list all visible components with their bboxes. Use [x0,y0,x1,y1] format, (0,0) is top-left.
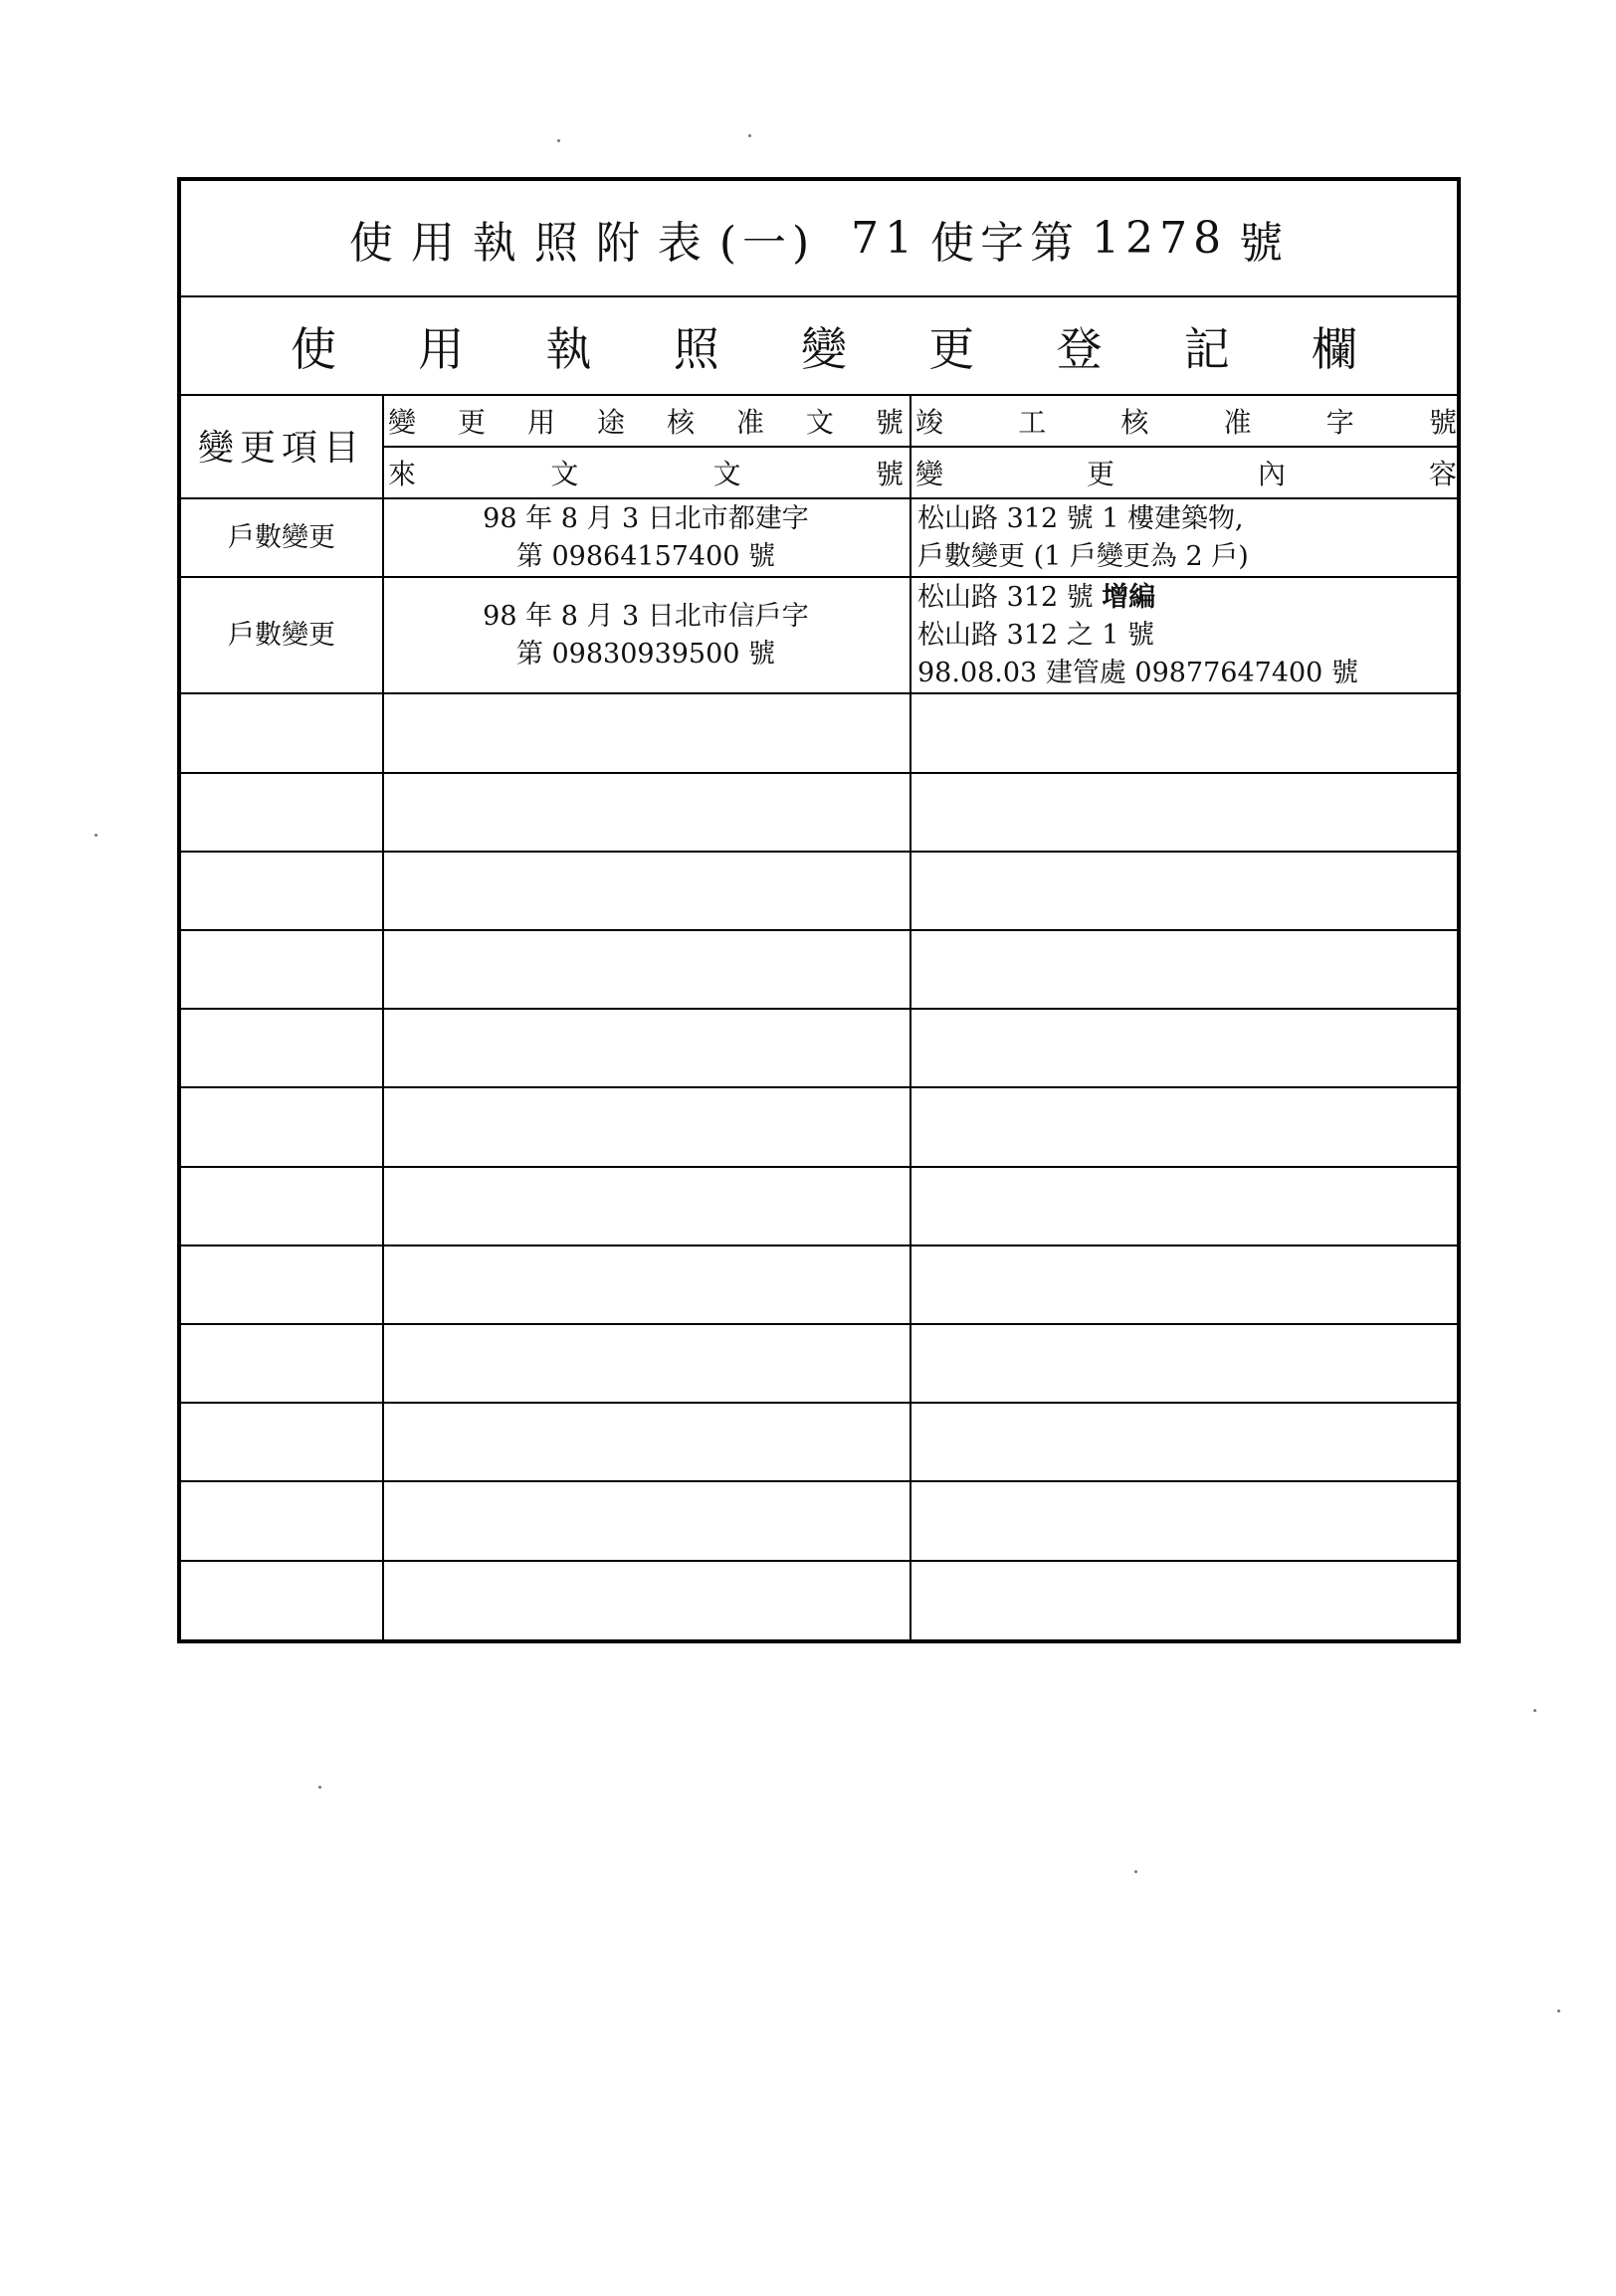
row2-doc: 98 年 8 月 3 日北市信戶字 第 09830939500 號 [483,600,809,670]
row2-content: 松山路 312 號 增編 松山路 312 之 1 號 98.08.03 建管處 09877647400 號 [917,581,1358,688]
row1-doc: 98 年 8 月 3 日北市都建字 第 09864157400 號 [483,502,809,572]
header-change-item: 變更項目 [197,428,365,469]
row1-content: 松山路 312 號 1 樓建築物, 戶數變更 (1 戶變更為 2 戶) [917,502,1249,572]
header-incoming-doc-no: 來 文 文 號 [388,457,904,490]
row1-item: 戶數變更 [228,521,335,553]
form-title: 使 用 執 照 附 表 (一) 71 使字第 1278 號 [348,213,1290,269]
header-completion-no: 竣 工 核 准 字 號 [915,405,1457,439]
row2-item: 戶數變更 [228,619,335,651]
header-change-content: 變 更 內 容 [915,457,1457,490]
change-registration-form [177,177,1461,1643]
header-approval-doc-no: 變 更 用 途 核 准 文 號 [388,405,904,439]
form-subtitle: 使 用 執 照 變 更 登 記 欄 [291,322,1357,376]
